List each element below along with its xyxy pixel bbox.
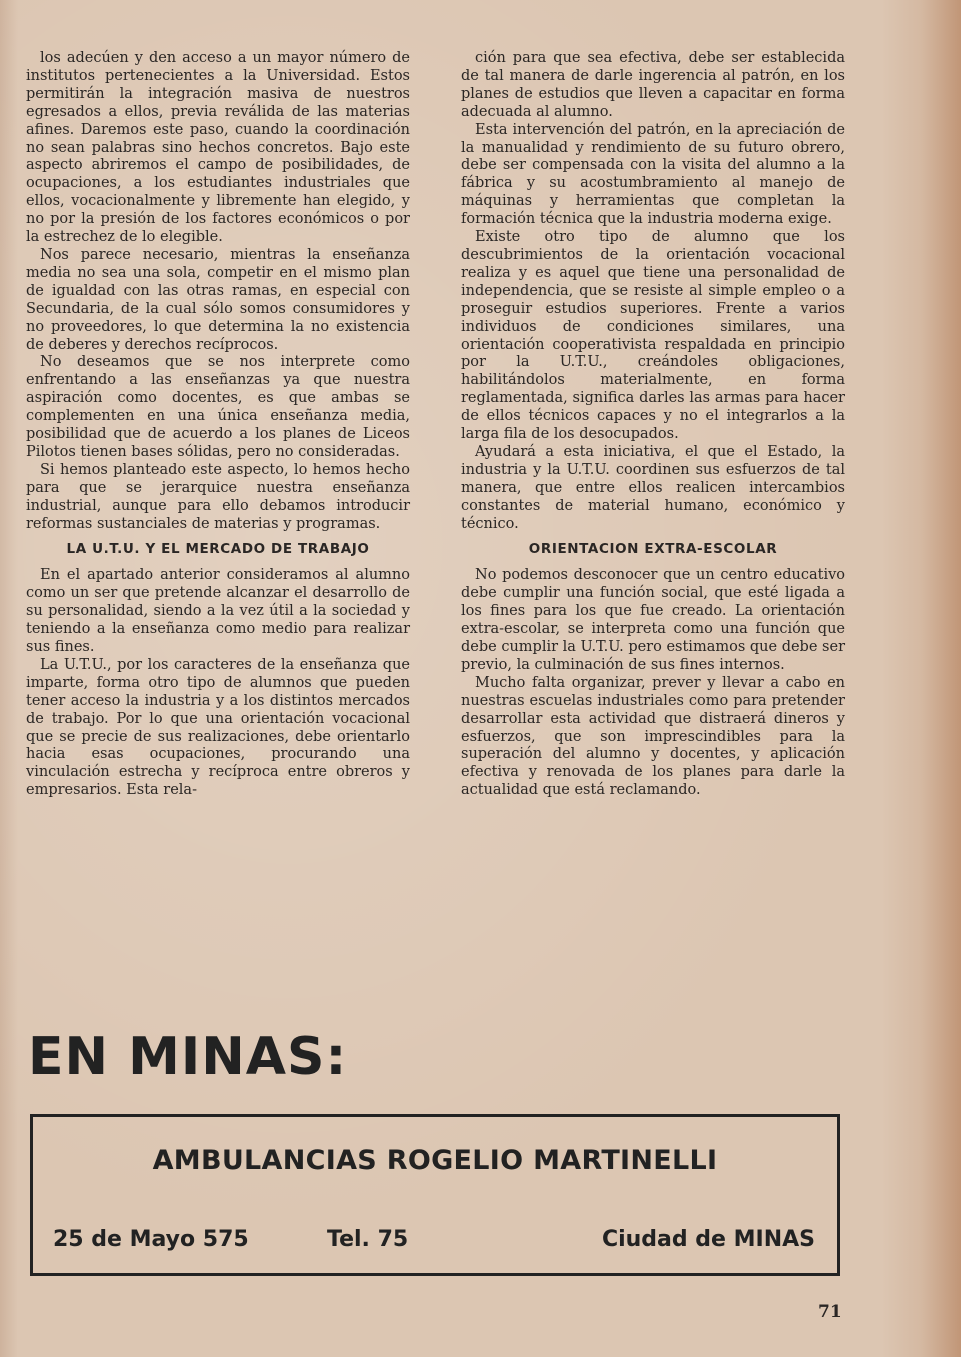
business-phone: Tel. 75 xyxy=(327,1227,409,1252)
advertisement-box xyxy=(30,1114,840,1276)
section-heading: ORIENTACION EXTRA-ESCOLAR xyxy=(528,541,778,558)
business-name: AMBULANCIAS ROGELIO MARTINELLI xyxy=(152,1145,718,1176)
paragraph: Mucho falta organizar, prever y llevar a cabo en nuestras escuelas industriales como para pretender desarrollar esta actividad que distraerá dineros y esfuerzos, que son imprescindibles para la superación del alumno y docentes, y aplicación efectiva y renovada de los planes para darle la actualidad que está reclamando. xyxy=(461,674,845,799)
left-column xyxy=(26,50,410,800)
business-city: Ciudad de MINAS xyxy=(601,1227,815,1252)
paragraph: Si hemos planteado este aspecto, lo hemos hecho para que se jerarquice nuestra enseñanza industrial, aunque para ello debamos introducir reformas sustanciales de materias y programas. xyxy=(26,461,410,532)
paragraph: los adecúen y den acceso a un mayor número de institutos pertenecientes a la Universidad. Estos permitirán la integración masiva de nuestros egresados a ellos, previa reválida de las materias afines. Daremos este paso, cuando la coordinación no sean palabras sino hechos concretos. Bajo este aspecto abriremos el campo de posibilidades, de ocupaciones, a los estudiantes industriales que ellos, vocacionalmente y libremente han elegido, y no por la presión de los factores económicos o por la estrechez de lo elegible. xyxy=(26,50,410,246)
paragraph: Existe otro tipo de alumno que los descubrimientos de la orientación vocacional realiza y es aquel que tiene una personalidad de independencia, que se resiste al simple empleo o a proseguir estudios superiores. Frente a varios individuos de condiciones similares, una orientación cooperativista respaldada en principio por la U.T.U., creándoles obligaciones, habilitándolos materialmente, en forma reglamentada, significa darles las armas para hacer de ellos técnicos capaces y no el integrarlos a la larga fila de los desocupados. xyxy=(461,229,845,443)
paragraph: No deseamos que se nos interprete como enfrentando a las enseñanzas ya que nuestra aspiración como docentes, es que ambas se complementen en una única enseñanza media, posibilidad que de acuerdo a los planes de Liceos Pilotos tienen bases sólidas, pero no consideradas. xyxy=(26,354,410,460)
right-column xyxy=(461,50,845,800)
paragraph: La U.T.U., por los caracteres de la enseñanza que imparte, forma otro tipo de alumnos que pueden tener acceso la industria y a los distintos mercados de trabajo. Por lo que una orientación vocacional que se precie de sus realizaciones, debe orientarlo hacia esas ocupaciones, procurando una vinculación estrecha y recíproca entre obreros y empresarios. Esta rela- xyxy=(26,656,410,799)
paragraph: En el apartado anterior consideramos al alumno como un ser que pretende alcanzar el desarrollo de su personalidad, siendo a la vez útil a la sociedad y teniendo a la enseñanza como medio para realizar sus fines. xyxy=(26,567,410,655)
section-heading: LA U.T.U. Y EL MERCADO DE TRABAJO xyxy=(66,541,370,558)
paragraph: ción para que sea efectiva, debe ser establecida de tal manera de darle ingerencia al patrón, en los planes de estudios que lleven a capacitar en forma adecuada al alumno. xyxy=(461,50,845,120)
paragraph: No podemos desconocer que un centro educativo debe cumplir una función social, que esté ligada a los fines para los que fue creado. La orientación extra-escolar, se interpreta como una función que debe cumplir la U.T.U. pero estimamos que debe ser previo, la culminación de sus fines internos. xyxy=(461,567,845,673)
paragraph: Nos parece necesario, mientras la enseñanza media no sea una sola, competir en el mismo plan de igualdad con las otras ramas, en especial con Secundaria, de la cual sólo somos consumidores y no proveedores, lo que determina la no existencia de deberes y derechos recíprocos. xyxy=(26,246,410,353)
paragraph: Ayudará a esta iniciativa, el que el Estado, la industria y la U.T.U. coordinen sus esfuerzos de tal manera, que entre ellos realicen intercambios constantes de material humano, económico y técnico. xyxy=(461,443,845,532)
paragraph: Esta intervención del patrón, en la apreciación de la manualidad y rendimiento de su futuro obrero, debe ser compensada con la visita del alumno a la fábrica y su acostumbramiento al manejo de máquinas y herramientas que completan la formación técnica que la industria moderna exige. xyxy=(461,121,845,228)
page-number: 71 xyxy=(818,1302,842,1322)
business-address: 25 de Mayo 575 xyxy=(53,1227,249,1252)
location-heading: EN MINAS: xyxy=(28,1027,348,1087)
